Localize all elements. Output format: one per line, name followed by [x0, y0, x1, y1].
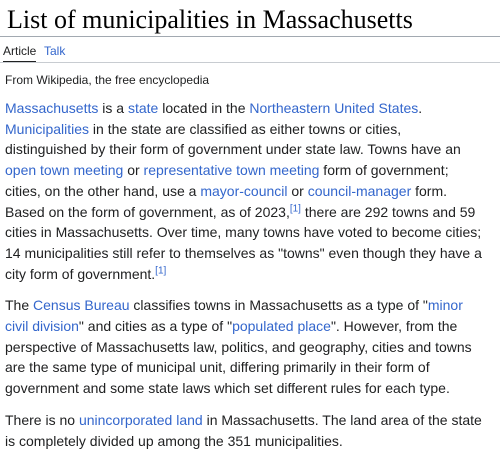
- paragraph-intro: [5, 98, 483, 284]
- paragraph-text: classifies towns in Massachusetts as a type of ": [129, 297, 428, 314]
- article-link[interactable]: state: [127, 100, 159, 116]
- tabs-divider: [0, 62, 500, 63]
- article-link[interactable]: open town meeting: [5, 162, 124, 179]
- paragraph-text: There is no: [5, 411, 79, 428]
- article-link[interactable]: Municipalities: [5, 120, 90, 137]
- page-title: List of municipalities in Massachusetts: [7, 5, 413, 34]
- article-link[interactable]: Census Bureau: [33, 297, 130, 314]
- paragraph-text: form. Based on the form of government, as of 2023,: [5, 182, 448, 220]
- tab-talk[interactable]: Talk: [44, 44, 66, 58]
- citation-link[interactable]: [1]: [155, 264, 167, 276]
- paragraph-text: form of government; cities, on the other hand, use a: [5, 162, 449, 199]
- paragraph-text: ". However, from the perspective of Massachusetts law, politics, and geography, cities and towns are the same type of municipal unit, differing primarily in their form of government and some state laws which set different rules for each type.: [5, 318, 472, 397]
- article-link[interactable]: populated place: [232, 318, 331, 335]
- article-link[interactable]: Northeastern United States: [249, 100, 419, 116]
- paragraph-text: there are 292 towns and 59 cities in Massachusetts. Over time, many towns have voted to become cities; 14 municipalities still refer to themselves as "towns" even though they have a city form of government.: [5, 203, 482, 282]
- paragraph-text: " and cities as a type of ": [78, 318, 233, 335]
- paragraph-text: .: [418, 100, 423, 116]
- article-link[interactable]: Massachusetts: [5, 100, 99, 116]
- paragraph-text: in Massachusetts. The land area of the state is completely divided up among the 351 municipalities.: [5, 411, 482, 449]
- paragraph-text: or: [123, 162, 144, 179]
- article-link[interactable]: unincorporated land: [78, 411, 203, 428]
- paragraph-text: is a: [98, 100, 128, 116]
- paragraph-text: in the state are classified as either towns or cities, distinguished by their form of government under state law. Towns have an: [5, 120, 461, 158]
- site-tagline: From Wikipedia, the free encyclopedia: [5, 73, 210, 87]
- paragraph-land: [5, 410, 483, 451]
- article-link[interactable]: council-manager: [307, 182, 412, 199]
- paragraph-text: or: [287, 182, 308, 199]
- article-link[interactable]: mayor-council: [200, 182, 288, 199]
- tab-article[interactable]: Article: [3, 44, 37, 58]
- article-link[interactable]: representative town meeting: [143, 162, 320, 179]
- paragraph-text: The: [5, 297, 34, 314]
- citation-superscript: [155, 265, 166, 276]
- paragraph-text: located in the: [158, 100, 250, 116]
- page-tabs: [0, 37, 500, 65]
- article-body: [5, 98, 483, 462]
- citation-superscript: [290, 203, 301, 214]
- article-link[interactable]: minor civil division: [5, 297, 463, 335]
- citation-link[interactable]: [1]: [289, 202, 301, 214]
- paragraph-census: [5, 295, 483, 399]
